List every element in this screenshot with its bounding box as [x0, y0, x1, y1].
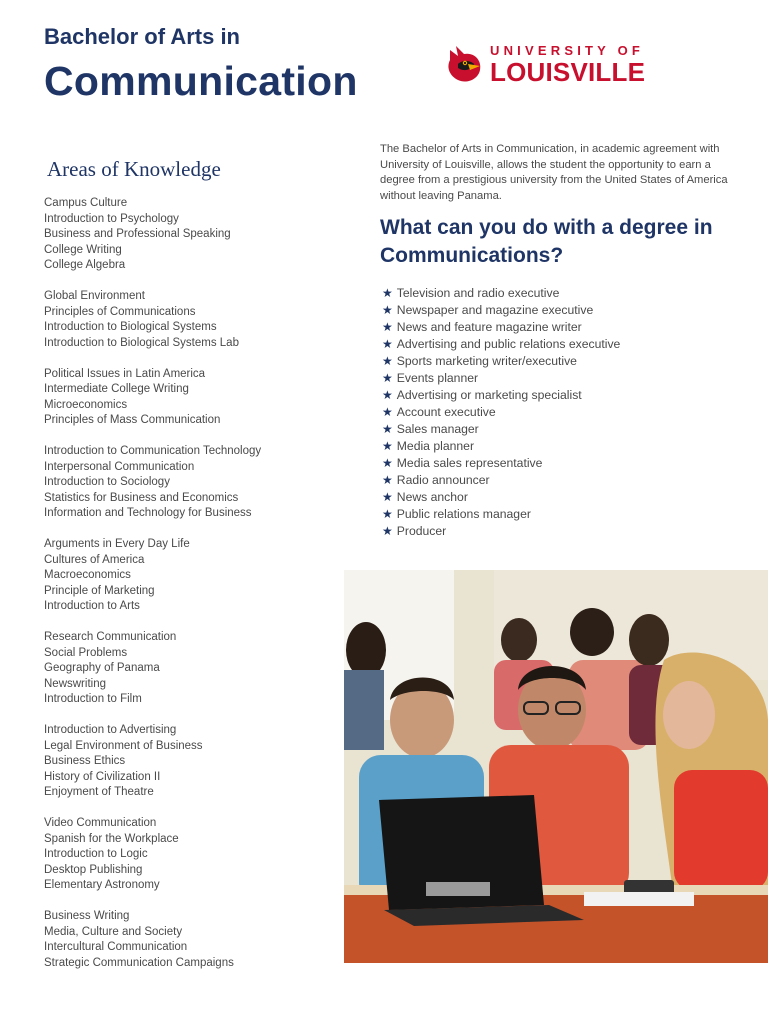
- career-label: Public relations manager: [396, 507, 531, 521]
- areas-list: [44, 196, 334, 987]
- course-item: Interpersonal Communication: [44, 460, 195, 473]
- logo-line-university: UNIVERSITY OF: [490, 43, 645, 58]
- career-label: News anchor: [396, 490, 468, 504]
- course-item: Business Writing: [44, 910, 130, 922]
- course-item: Introduction to Biological Systems: [44, 321, 217, 333]
- course-item: Desktop Publishing: [44, 863, 143, 876]
- course-item: Introduction to Sociology: [44, 476, 170, 488]
- course-item: Principle of Marketing: [44, 584, 155, 597]
- course-item: Introduction to Logic: [44, 848, 148, 860]
- course-item: Principles of Communications: [44, 305, 196, 318]
- course-group: [44, 909, 334, 971]
- career-item: [382, 523, 620, 540]
- course-item: Statistics for Business and Economics: [44, 491, 239, 504]
- career-item: [382, 421, 620, 438]
- course-item: Introduction to Arts: [44, 600, 140, 612]
- career-label: Producer: [396, 524, 447, 538]
- career-item: [382, 370, 620, 387]
- career-item: [382, 489, 620, 506]
- course-item: Campus Culture: [44, 197, 128, 209]
- course-item: Newswriting: [44, 677, 106, 690]
- course-group: [44, 723, 334, 801]
- course-item: Cultures of America: [44, 553, 145, 566]
- star-icon: ★: [382, 371, 393, 385]
- course-item: Intercultural Communication: [44, 941, 188, 953]
- course-group: [44, 630, 334, 708]
- course-item: Business Ethics: [44, 755, 126, 767]
- course-item: Political Issues in Latin America: [44, 367, 206, 380]
- course-item: Introduction to Psychology: [44, 212, 179, 225]
- career-label: Sales manager: [396, 422, 479, 436]
- course-item: Video Communication: [44, 817, 157, 829]
- course-item: Elementary Astronomy: [44, 879, 160, 891]
- course-item: Macroeconomics: [44, 569, 131, 581]
- course-item: Global Environment: [44, 290, 145, 302]
- career-item: [382, 319, 620, 336]
- course-item: Spanish for the Workplace: [44, 832, 179, 845]
- career-label: Advertising and public relations executive: [396, 337, 621, 351]
- course-item: Research Communication: [44, 631, 177, 643]
- page-title: Communication: [44, 58, 358, 104]
- career-label: Advertising or marketing specialist: [396, 388, 582, 402]
- star-icon: ★: [382, 303, 393, 317]
- course-group: [44, 816, 334, 894]
- career-label: Media sales representative: [396, 456, 543, 470]
- course-item: Introduction to Communication Technology: [44, 445, 262, 457]
- star-icon: ★: [382, 320, 393, 334]
- course-item: Microeconomics: [44, 398, 128, 411]
- career-label: Radio announcer: [396, 473, 490, 487]
- cardinal-bird-icon: [444, 44, 484, 86]
- career-item: [382, 353, 620, 370]
- course-group: [44, 367, 334, 429]
- star-icon: ★: [382, 473, 393, 487]
- course-item: Social Problems: [44, 646, 128, 659]
- careers-list: [382, 285, 620, 540]
- career-item: [382, 438, 620, 455]
- logo-line-louisville: LOUISVILLE: [490, 57, 646, 87]
- course-item: Introduction to Biological Systems Lab: [44, 336, 239, 349]
- career-label: Television and radio executive: [396, 286, 560, 300]
- career-label: Sports marketing writer/executive: [396, 354, 577, 368]
- career-label: Newspaper and magazine executive: [396, 303, 594, 317]
- career-item: [382, 285, 620, 302]
- star-icon: ★: [382, 286, 393, 300]
- star-icon: ★: [382, 507, 393, 521]
- career-item: [382, 336, 620, 353]
- course-item: Principles of Mass Communication: [44, 414, 221, 426]
- course-item: Intermediate College Writing: [44, 383, 189, 395]
- career-item: [382, 455, 620, 472]
- star-icon: ★: [382, 422, 393, 436]
- career-label: Events planner: [396, 371, 479, 385]
- career-item: [382, 506, 620, 523]
- star-icon: ★: [382, 439, 393, 453]
- course-item: Business and Professional Speaking: [44, 228, 231, 240]
- course-item: College Algebra: [44, 259, 126, 271]
- course-item: College Writing: [44, 243, 122, 256]
- course-group: [44, 289, 334, 351]
- career-label: Account executive: [396, 405, 496, 419]
- course-item: Geography of Panama: [44, 662, 160, 674]
- career-item: [382, 302, 620, 319]
- course-group: [44, 196, 334, 274]
- star-icon: ★: [382, 388, 393, 402]
- page-subtitle: Bachelor of Arts in: [44, 24, 240, 49]
- star-icon: ★: [382, 456, 393, 470]
- course-group: [44, 537, 334, 615]
- course-item: Arguments in Every Day Life: [44, 538, 190, 550]
- course-item: Media, Culture and Society: [44, 925, 183, 938]
- career-label: Media planner: [396, 439, 475, 453]
- career-item: [382, 472, 620, 489]
- career-item: [382, 404, 620, 421]
- course-item: Legal Environment of Business: [44, 739, 203, 752]
- students-photo-illustration: [344, 570, 768, 963]
- star-icon: ★: [382, 490, 393, 504]
- star-icon: ★: [382, 337, 393, 351]
- career-label: News and feature magazine writer: [396, 320, 582, 334]
- course-item: Information and Technology for Business: [44, 507, 252, 519]
- areas-heading: Areas of Knowledge: [47, 157, 221, 181]
- course-item: Introduction to Advertising: [44, 724, 177, 736]
- course-item: Introduction to Film: [44, 693, 142, 705]
- students-photo: [344, 570, 768, 963]
- course-item: History of Civilization II: [44, 770, 161, 783]
- star-icon: ★: [382, 524, 393, 538]
- course-item: Enjoyment of Theatre: [44, 786, 154, 798]
- careers-heading: What can you do with a degree in Communications?: [380, 216, 713, 267]
- star-icon: ★: [382, 405, 393, 419]
- course-group: [44, 444, 334, 522]
- star-icon: ★: [382, 354, 393, 368]
- course-item: Strategic Communication Campaigns: [44, 956, 234, 969]
- career-item: [382, 387, 620, 404]
- intro-paragraph: The Bachelor of Arts in Communication, in academic agreement with University of Louisville, allows the student the opportunity to earn a degree from a prestigious university from the United States of America without leaving Panama.: [380, 143, 728, 202]
- university-logo: [444, 40, 664, 90]
